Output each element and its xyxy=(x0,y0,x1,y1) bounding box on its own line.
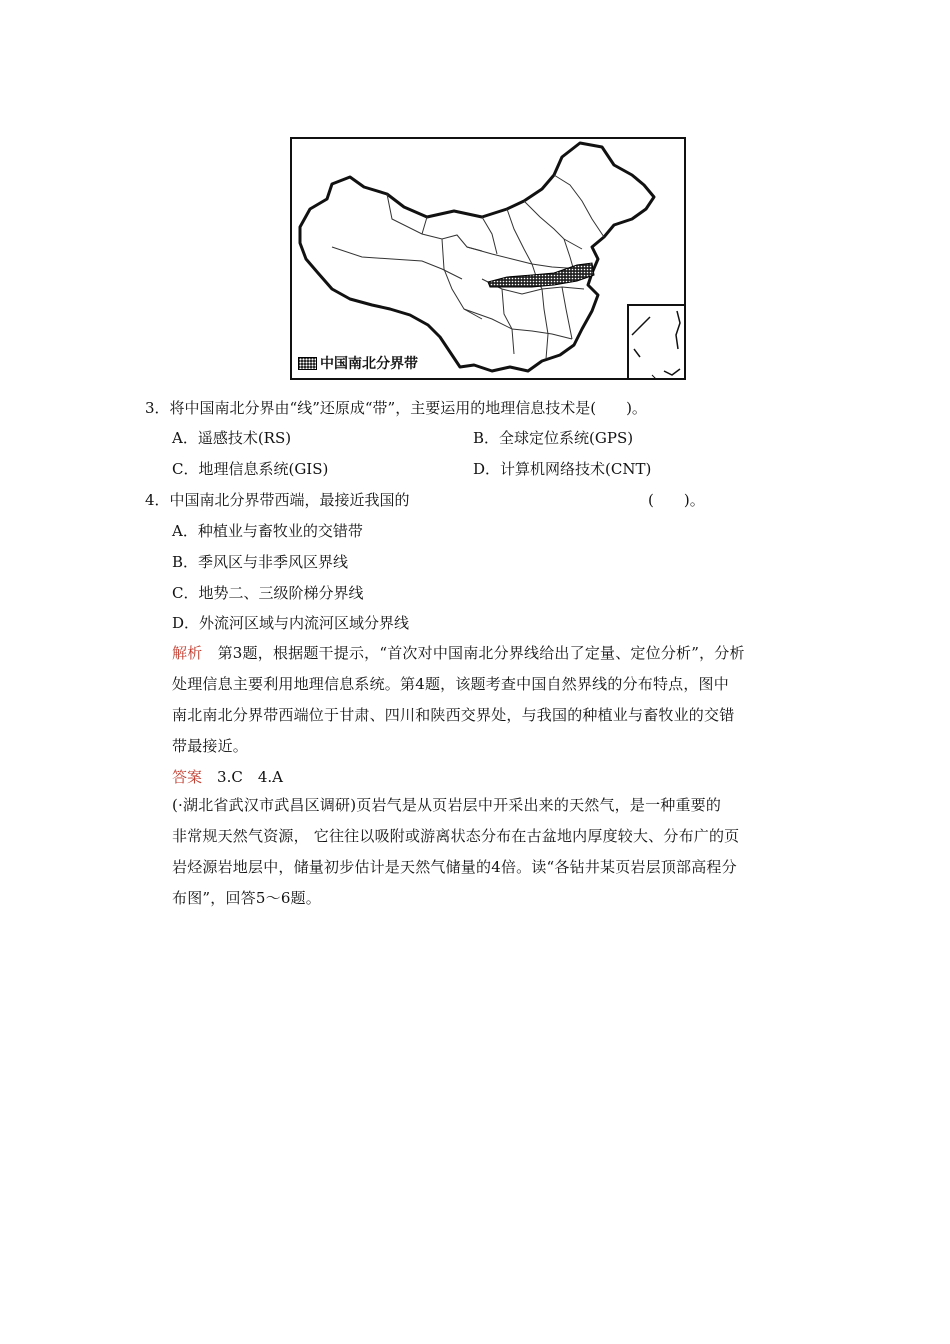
intro-line-1: (·湖北省武汉市武昌区调研)页岩气是从页岩层中开采出来的天然气，是一种重要的 xyxy=(172,796,722,814)
intro-block xyxy=(172,790,807,914)
question-4-bracket: ( )。 xyxy=(648,491,705,509)
china-map-figure xyxy=(290,137,686,380)
question-4-stem: 4．中国南北分界带西端，最接近我国的 xyxy=(145,491,410,509)
analysis-block xyxy=(172,638,807,762)
analysis-line-1: 解析 第3题，根据题干提示，“首次对中国南北分界线给出了定量、定位分析”，分析 xyxy=(172,644,745,662)
intro-line-3: 岩烃源岩地层中，储量初步估计是天然气储量的4倍。读“各钻井某页岩层顶部高程分 xyxy=(172,858,737,876)
legend-swatch xyxy=(298,357,317,370)
q3-option-a: A．遥感技术(RS) xyxy=(172,429,292,447)
answer-text: 3.C 4.A xyxy=(217,768,283,786)
q4-option-b: B．季风区与非季风区界线 xyxy=(172,553,349,571)
china-map-outline xyxy=(292,139,686,380)
analysis-line-2: 处理信息主要利用地理信息系统。第4题，该题考查中国自然界线的分布特点，图中 xyxy=(172,675,729,693)
q4-option-a: A．种植业与畜牧业的交错带 xyxy=(172,522,363,540)
q4-option-c: C．地势二、三级阶梯分界线 xyxy=(172,584,364,602)
analysis-line-3: 南北南北分界带西端位于甘肃、四川和陕西交界处，与我国的种植业与畜牧业的交错 xyxy=(172,706,735,724)
analysis-line-4: 带最接近。 xyxy=(172,737,249,755)
q4-option-d: D．外流河区域与内流河区域分界线 xyxy=(172,614,410,632)
question-3-stem: 3．将中国南北分界由“线”还原成“带”，主要运用的地理信息技术是( )。 xyxy=(145,399,647,417)
q3-option-d: D．计算机网络技术(CNT) xyxy=(473,460,652,478)
intro-line-4: 布图”，回答5～6题。 xyxy=(172,889,321,907)
map-legend xyxy=(298,353,418,373)
analysis-label: 解析 xyxy=(172,644,203,662)
legend-label: 中国南北分界带 xyxy=(320,356,418,372)
answer-line xyxy=(172,767,283,787)
q3-option-b: B．全球定位系统(GPS) xyxy=(473,429,634,447)
answer-label: 答案 xyxy=(172,768,203,786)
intro-line-2: 非常规天然气资源， 它往往以吸附或游离状态分布在古盆地内厚度较大、分布广的页 xyxy=(172,827,740,845)
q3-option-c: C．地理信息系统(GIS) xyxy=(172,460,329,478)
